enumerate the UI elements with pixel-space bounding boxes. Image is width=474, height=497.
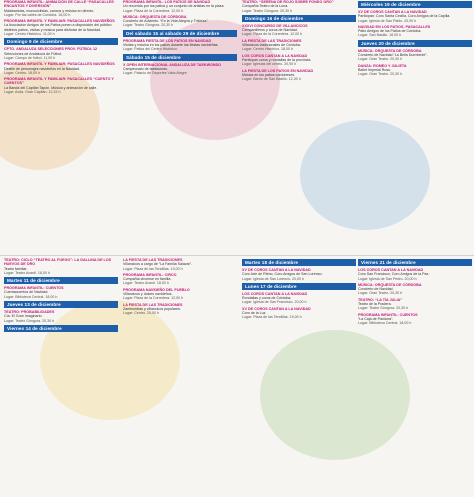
event-description: Participan: Coro Santa Cecilia, Coro Amigos de la Capilla. xyxy=(358,14,451,19)
event-venue: Lugar: Centro. 20,00 h xyxy=(123,311,159,316)
event-title: PROGRAMA INFANTIL: CIRCO xyxy=(123,272,177,277)
event-description: Zambombas y villancicos populares. xyxy=(123,306,181,311)
event-title: PROGRAMA INFANTIL: CUENTOS xyxy=(358,312,418,317)
event-venue: Lugar: Plaza de la Corredera. 12,00 h xyxy=(123,296,184,301)
event-description: Compañía circense en familia. xyxy=(123,277,172,282)
event-description: La Asociación Amigos de los Patios ponen a disposición del público distintos patios, visitas y música para disfrutar de la Navidad. xyxy=(4,23,112,32)
day-header: Jueves 20 de diciembre xyxy=(358,40,472,47)
event-entry xyxy=(242,307,356,320)
event-venue: Lugar: Plaza de las Tendillas. 19,00 h xyxy=(242,315,302,320)
event-title: TEATRO: PROBABILIDADES xyxy=(4,310,55,315)
event-venue: Lugar: Gran Teatro. 20,30 h xyxy=(358,291,403,296)
event-venue: Lugar: Centro Histórico. 11,00 h xyxy=(4,32,55,37)
event-title: PROGRAMA INFANTIL: ANIMACIÓN DE CALLE “PASACALLES ENCANTOS Y DIVERSIÓN” xyxy=(4,0,114,9)
column-2 xyxy=(123,258,237,497)
column-1 xyxy=(4,0,118,254)
event-entry xyxy=(4,310,118,323)
event-description: Malabaristas, monociclistas, zancos y música en directo. xyxy=(4,8,95,13)
event-entry xyxy=(358,313,472,326)
event-venue: Lugar: Centro Histórico. 18,00 h xyxy=(242,47,293,52)
event-title: PROGRAMA INFANTIL: LOS PATIOS DE NAVIDAD xyxy=(123,0,211,4)
event-description: Teatro de la Pradera. xyxy=(358,302,392,307)
event-venue: Lugar: Patios del Centro Histórico. xyxy=(123,47,178,52)
event-entry xyxy=(123,273,237,286)
event-description: Campeonato de taekwondo. xyxy=(123,66,168,71)
event-description: Coro Arte de Ritmo, Coro Amigos de San Lorenzo. xyxy=(242,272,323,277)
event-description: Concierto de Adviento. “En la Vida Alegría y Tristeza”. xyxy=(123,19,209,24)
event-description: Villancicos a cargo de “La Familia Salazar”. xyxy=(123,262,193,267)
event-description: Coro San Francisco, Coro Amigos de la Paz. xyxy=(358,272,430,277)
column-4 xyxy=(358,258,472,497)
column-2 xyxy=(123,0,237,254)
event-entry xyxy=(242,69,356,82)
event-description: “La Caja de Pandora”. xyxy=(358,316,394,321)
event-venue: Lugar: Iglesia de San Pedro. 20,00 h xyxy=(358,276,417,281)
day-header: Viernes 21 de diciembre xyxy=(358,259,472,266)
event-title: XXXVI CONCURSO DE VILLANCICOS xyxy=(242,23,308,28)
event-description: Villancicos y dulces navideños. xyxy=(123,292,173,297)
event-description: Rondallas y coros de Córdoba. xyxy=(242,296,292,301)
event-entry xyxy=(358,25,472,38)
event-venue: Lugar: Plaza de la Corredera. 12,00 h xyxy=(242,32,303,37)
event-entry xyxy=(123,303,237,316)
event-description: Compañía Teatro de la Luna. xyxy=(242,4,289,9)
event-venue: Lugar: Teatro Góngora. 20,30 h xyxy=(242,8,293,13)
event-venue: Lugar: Gran Teatro. 20,30 h xyxy=(358,72,403,77)
event-entry xyxy=(242,39,356,52)
event-entry xyxy=(123,15,237,28)
event-entry xyxy=(358,283,472,296)
event-entry xyxy=(358,49,472,62)
day-header: Domingo 16 de diciembre xyxy=(242,15,356,22)
event-venue: Lugar: Iglesia de San Francisco. 20,00 h xyxy=(242,300,307,305)
event-venue: Lugar: Teatro Góngora. 20,30 h xyxy=(4,318,55,323)
event-title: X OPEN INTERNACIONAL ANDALUZA DE TAEKWONDO xyxy=(123,62,222,67)
event-description: La Banda del Capitán Tapón. Música y animación de calle. xyxy=(4,85,98,90)
column-4 xyxy=(358,0,472,254)
event-description: Participan coros y rondallas de la provincia. xyxy=(242,57,312,62)
event-title: LA FIESTA DE LAS TRADICIONES xyxy=(123,302,183,307)
event-entry xyxy=(358,10,472,23)
event-entry xyxy=(4,77,118,94)
day-header: Del sábado 15 al sábado 29 de diciembre xyxy=(123,30,237,37)
event-title: NAVIDAD EN LOS PATIOS. PASACALLES xyxy=(358,24,431,29)
event-venue: Lugar: Avda. Gran Capitán. 12,15 h xyxy=(4,90,61,95)
event-title: PROGRAMA INFANTIL Y FAMILIAR: PASACALLES “CUENTO Y CUENTOS” xyxy=(4,77,114,86)
event-venue: Lugar: San Basilio. 18,00 h xyxy=(358,33,402,38)
column-1 xyxy=(4,258,118,497)
event-venue: Lugar: Centro. 18,00 h xyxy=(4,70,40,75)
event-title: MÚSICA: ORQUESTA DE CÓRDOBA xyxy=(123,14,187,19)
event-title: XV DE COROS CANTAN A LA NAVIDAD xyxy=(242,268,311,272)
day-header: Lunes 17 de diciembre xyxy=(242,283,356,290)
event-title: LA FIESTA DE LAS TRADICIONES xyxy=(123,258,183,262)
event-entry xyxy=(242,0,356,13)
event-title: LOS COROS CANTAN A LA NAVIDAD xyxy=(358,268,424,272)
event-entry xyxy=(4,258,118,275)
event-title: PROGRAMA NAVIDEÑO DEL PUEBLO xyxy=(123,287,190,292)
event-description: Cuentacuentos de Navidad. xyxy=(4,290,49,295)
event-title: DANZA: ROMEO Y JULIETA xyxy=(358,63,407,68)
event-title: PROGRAMA INFANTIL: CUENTOS xyxy=(4,286,64,291)
event-title: PROGRAMA FIESTA DE LOS PATIOS EN NAVIDAD xyxy=(123,38,212,43)
event-description: Villancicos tradicionales de Córdoba. xyxy=(242,43,301,48)
event-venue: Lugar: Iglesias del centro. 20,00 h xyxy=(242,62,297,67)
event-description: Un recorrido por los patios y un conjunto de artistas en la plaza. xyxy=(123,4,225,9)
event-description: Patio Amigos de los Patios de Córdoba. xyxy=(358,29,422,34)
event-venue: Lugar: Iglesia de San Lorenzo. 20,00 h xyxy=(242,276,304,281)
event-description: Selecciones de Andalucía de Fútbol. xyxy=(4,51,63,56)
event-description: Cía. El Gran Imaginario. xyxy=(4,314,43,319)
event-description: Visitas y música en los patios durante las fiestas navideñas. xyxy=(123,43,219,48)
event-entry xyxy=(358,64,472,77)
event-entry xyxy=(123,63,237,76)
agenda-bottom xyxy=(0,258,474,497)
event-venue: Lugar: Teatro Góngora. 20,30 h xyxy=(358,306,409,311)
event-entry xyxy=(358,298,472,311)
event-entry xyxy=(242,24,356,37)
event-venue: Lugar: Por las calles de Córdoba. 18,00 h xyxy=(4,12,71,17)
event-entry xyxy=(123,39,237,52)
event-venue: Lugar: Teatro Avanti. 18,00 h xyxy=(123,281,169,286)
day-header: Sábado 15 de diciembre xyxy=(123,54,237,61)
event-venue: Lugar: Plaza de la Corredera. 12,00 h xyxy=(123,8,184,13)
fold-divider xyxy=(0,255,474,256)
event-description: Coro de la Luz. xyxy=(242,311,267,316)
event-entry xyxy=(242,292,356,305)
event-venue: Lugar: Teatro Góngora. 20,30 h xyxy=(123,23,174,28)
event-title: TEATRO: “SERENA DE ROJO SOBRE FONDO ORO” xyxy=(242,0,334,4)
day-header: Martes 11 de diciembre xyxy=(4,277,118,284)
column-3 xyxy=(242,0,356,254)
event-entry xyxy=(123,288,237,301)
event-title: XV DE COROS CANTAN A LA NAVIDAD xyxy=(358,10,427,14)
event-title: MÚSICA: ORQUESTA DE CÓRDOBA xyxy=(358,48,422,53)
event-entry xyxy=(358,268,472,281)
event-description: Concierto de Navidad. xyxy=(358,287,394,292)
day-header: Domingo 9 de diciembre xyxy=(4,38,118,45)
event-entry xyxy=(123,0,237,13)
event-venue: Lugar: Gran Teatro. 20,30 h xyxy=(358,57,403,62)
event-title: CPTO. ANDALUZA SELECCIONES PROV. FÚTBOL 12 xyxy=(4,47,98,52)
column-3 xyxy=(242,258,356,497)
event-entry xyxy=(4,47,118,60)
event-venue: Lugar: Palacio de Deportes Vista Alegre. xyxy=(123,71,188,76)
event-venue: Lugar: Campo de fútbol. 11,00 h xyxy=(4,55,56,60)
event-description: Campanilleros y coros de Navidad. xyxy=(242,28,298,33)
event-entry xyxy=(242,268,356,281)
event-title: XV DE COROS CANTAN A LA NAVIDAD xyxy=(242,306,311,311)
event-entry xyxy=(123,258,237,271)
day-header: Martes 18 de diciembre xyxy=(242,259,356,266)
day-header: Miércoles 19 de diciembre xyxy=(358,1,472,8)
event-title: MÚSICA: ORQUESTA DE CÓRDOBA xyxy=(358,282,422,287)
event-entry xyxy=(4,0,118,17)
event-venue: Lugar: Barrio de San Basilio. 12,30 h xyxy=(242,77,301,82)
event-entry xyxy=(4,286,118,299)
event-description: Música en los patios cordobeses. xyxy=(242,72,296,77)
event-title: LOS COROS CANTAN A LA NAVIDAD xyxy=(242,53,308,58)
event-description: Desfile de personajes navideños en la Navidad. xyxy=(4,66,80,71)
event-description: Ballet Imperial Ruso. xyxy=(358,67,392,72)
event-title: TEATRO: “LA TÍA JULIA” xyxy=(358,297,403,302)
event-venue: Lugar: Biblioteca Central. 18,00 h xyxy=(358,321,412,326)
event-entry xyxy=(242,54,356,67)
day-header: Jueves 13 de diciembre xyxy=(4,301,118,308)
event-venue: Lugar: Biblioteca Central. 18,00 h xyxy=(4,294,58,299)
event-entry xyxy=(4,19,118,36)
event-title: TEATRO: CICLO “TEATRO AL FUEGO”: LA GALLINA DE LOS HUEVOS DE ORO xyxy=(4,258,112,267)
event-title: PROGRAMA INFANTIL Y FAMILIAR: PASACALLES NAVIDEÑOS xyxy=(4,19,115,24)
event-description: Teatro familiar. xyxy=(4,266,28,271)
event-entry xyxy=(4,62,118,75)
event-venue: Lugar: Iglesia de San Pablo. 20,00 h xyxy=(358,18,417,23)
event-title: PROGRAMA INFANTIL Y FAMILIAR: PASACALLES NAVIDEÑOS xyxy=(4,62,115,67)
event-title: LOS COROS CANTAN A LA NAVIDAD xyxy=(242,291,308,296)
event-title: LA FIESTA DE LAS TRADICIONES xyxy=(242,38,302,43)
event-description: Concierto de Navidad “La Bella Durmiente”. xyxy=(358,53,428,58)
event-venue: Lugar: Plaza de las Tendillas. 19,00 h xyxy=(123,266,183,271)
event-title: LA FIESTA DE LOS PATIOS EN NAVIDAD xyxy=(242,68,314,73)
event-venue: Lugar: Teatro Avanti. 18,00 h xyxy=(4,270,50,275)
day-header: Viernes 14 de diciembre xyxy=(4,325,118,332)
